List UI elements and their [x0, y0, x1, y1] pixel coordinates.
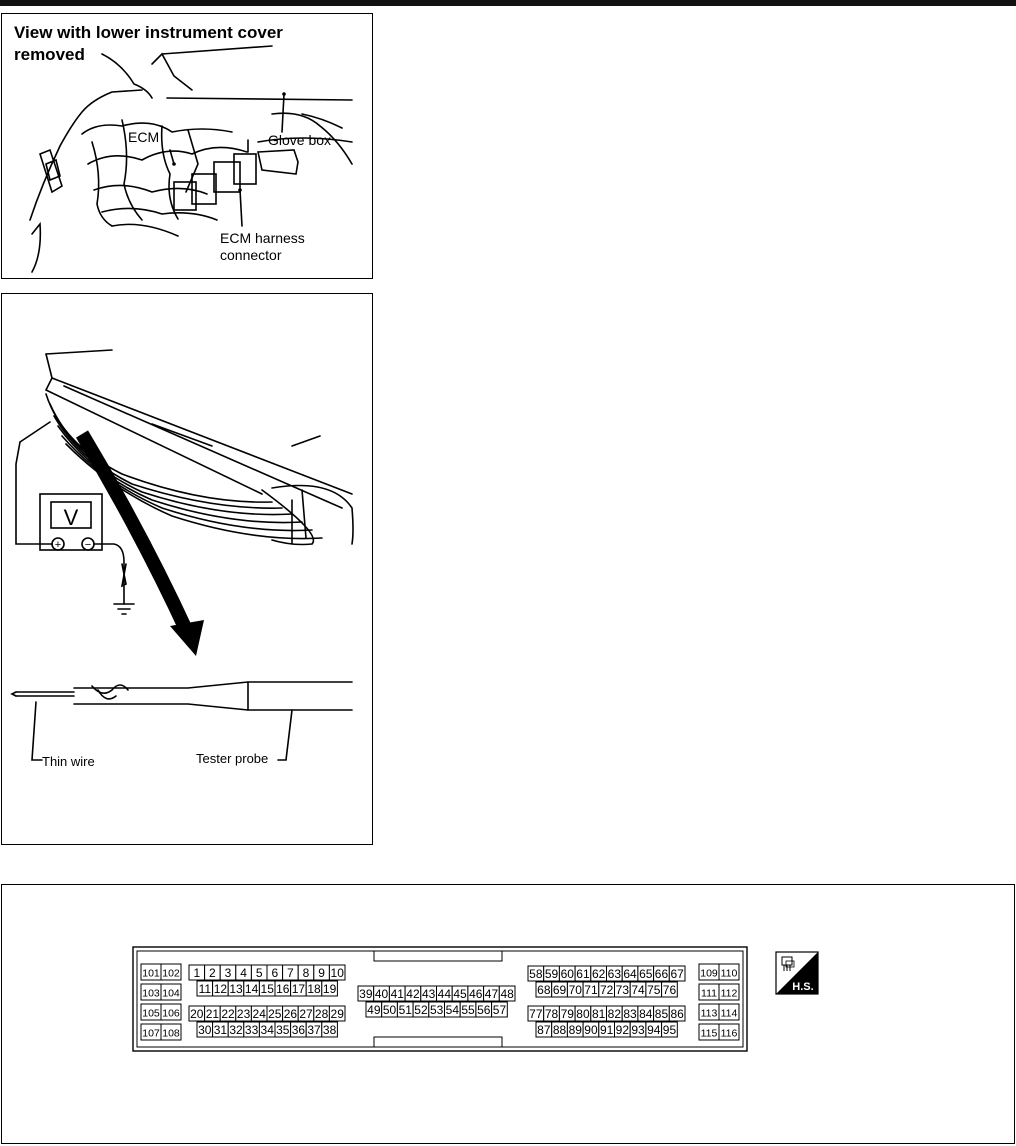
terminal-number: 38: [322, 1023, 337, 1037]
terminal-number: 109: [700, 967, 718, 980]
terminal-number: 70: [568, 983, 582, 997]
terminal-number: 12: [213, 982, 228, 996]
terminal-number: 32: [229, 1023, 243, 1037]
terminal-number: 15: [260, 982, 274, 996]
terminal-number: 81: [591, 1007, 606, 1021]
terminal-number: 53: [429, 1003, 444, 1017]
terminal-number: 92: [615, 1023, 630, 1037]
terminal-number: 72: [599, 983, 614, 997]
minus-terminal-symbol: −: [84, 539, 92, 551]
terminal-number: 112: [720, 987, 738, 1000]
connector-terminal-diagram: [2, 885, 1014, 1143]
terminal-number: 61: [576, 967, 590, 981]
terminal-number: 23: [236, 1007, 251, 1021]
terminal-number: 50: [382, 1003, 397, 1017]
terminal-number: 13: [229, 982, 243, 996]
terminal-number: 95: [662, 1023, 677, 1037]
back-probe-figure: [1, 293, 373, 845]
harness-side-icon: [775, 951, 819, 995]
figure-title: View with lower instrument cover removed: [14, 23, 283, 64]
terminal-number: 48: [500, 987, 514, 1001]
terminal-number: 33: [244, 1023, 259, 1037]
terminal-number: 84: [639, 1007, 653, 1021]
terminal-number: 106: [162, 1007, 180, 1020]
terminal-number: 55: [461, 1003, 475, 1017]
terminal-number: 8: [302, 966, 310, 980]
terminal-number: 18: [307, 982, 321, 996]
terminal-number: 59: [544, 967, 559, 981]
terminal-number: 87: [537, 1023, 551, 1037]
terminal-number: 105: [142, 1007, 160, 1020]
terminal-number: 41: [390, 987, 404, 1001]
terminal-number: 57: [492, 1003, 507, 1017]
terminal-number: 65: [639, 967, 653, 981]
terminal-number: 86: [670, 1007, 684, 1021]
connector-bottom-key: [374, 1037, 502, 1047]
terminal-number: 36: [291, 1023, 306, 1037]
terminal-number: 7: [287, 966, 294, 980]
terminal-number: 73: [615, 983, 630, 997]
terminal-number: 49: [367, 1003, 381, 1017]
terminal-number: 46: [469, 987, 483, 1001]
terminal-number: 16: [276, 982, 290, 996]
terminal-number: 27: [299, 1007, 313, 1021]
terminal-number: 35: [276, 1023, 290, 1037]
terminal-number: 113: [700, 1007, 718, 1020]
terminal-number: 83: [623, 1007, 637, 1021]
terminal-number: 2: [209, 966, 216, 980]
terminal-number: 24: [252, 1007, 266, 1021]
terminal-number: 71: [584, 983, 598, 997]
top-rule: [0, 0, 1016, 6]
terminal-number: 51: [398, 1003, 412, 1017]
terminal-number: 10: [330, 966, 344, 980]
ecm-harness-connector-label: ECM harness connector: [220, 230, 305, 263]
terminal-number: 76: [662, 983, 677, 997]
hs-icon-text: H.S.: [792, 981, 814, 993]
terminal-number: 68: [537, 983, 551, 997]
terminal-number: 101: [142, 967, 160, 980]
terminal-number: 94: [647, 1023, 661, 1037]
terminal-number: 34: [260, 1023, 274, 1037]
terminal-number: 6: [271, 966, 279, 980]
terminal-number: 114: [720, 1007, 738, 1020]
terminal-number: 26: [283, 1007, 298, 1021]
terminal-number: 77: [529, 1007, 543, 1021]
terminal-number: 89: [568, 1023, 582, 1037]
terminal-number: 17: [291, 982, 306, 996]
terminal-number: 103: [142, 987, 160, 1000]
terminal-number: 78: [544, 1007, 559, 1021]
terminal-number: 62: [591, 967, 606, 981]
terminal-number: 28: [314, 1007, 329, 1021]
terminal-number: 69: [552, 983, 567, 997]
terminal-number: 37: [307, 1023, 321, 1037]
terminal-number: 11: [198, 982, 212, 996]
terminal-number: 111: [701, 987, 717, 1000]
terminal-number: 82: [607, 1007, 622, 1021]
terminal-number: 9: [318, 966, 325, 980]
terminal-number: 43: [421, 987, 436, 1001]
terminal-number: 110: [720, 967, 738, 980]
terminal-number: 42: [406, 987, 420, 1001]
terminal-number: 54: [445, 1003, 460, 1017]
tester-probe-label: Tester probe: [196, 751, 269, 766]
ecm-label: ECM: [128, 129, 160, 145]
glove-box-label: Glove box: [268, 132, 332, 148]
terminal-number: 107: [142, 1027, 160, 1040]
terminal-number: 63: [607, 967, 622, 981]
terminal-number: 47: [484, 987, 499, 1001]
terminal-number: 31: [213, 1023, 228, 1037]
terminal-number: 67: [670, 967, 684, 981]
terminal-number: 75: [647, 983, 661, 997]
connector-terminal-figure: [1, 884, 1015, 1144]
terminal-number: 91: [599, 1023, 614, 1037]
terminal-number: 64: [623, 967, 637, 981]
terminal-number: 20: [190, 1007, 204, 1021]
terminal-number: 14: [244, 982, 259, 996]
terminal-number: 3: [224, 966, 232, 980]
terminal-number: 56: [477, 1003, 491, 1017]
terminal-number: 22: [221, 1007, 235, 1021]
plus-terminal-symbol: +: [54, 539, 62, 551]
terminal-number: 74: [631, 983, 645, 997]
terminal-number: 5: [255, 966, 263, 980]
terminal-number: 58: [529, 967, 543, 981]
terminal-number: 45: [453, 987, 467, 1001]
terminal-number: 19: [322, 982, 337, 996]
terminal-number: 40: [374, 987, 389, 1001]
terminal-number: 1: [193, 966, 201, 980]
voltmeter-symbol: V: [63, 505, 79, 530]
terminal-number: 29: [330, 1007, 344, 1021]
terminal-number: 66: [654, 967, 669, 981]
terminal-number: 102: [162, 967, 180, 980]
terminal-number: 39: [359, 987, 373, 1001]
terminal-number: 4: [240, 966, 247, 980]
terminal-number: 104: [162, 987, 180, 1000]
terminal-number: 88: [552, 1023, 567, 1037]
terminal-number: 90: [584, 1023, 598, 1037]
terminal-number: 80: [576, 1007, 590, 1021]
terminal-number: 108: [162, 1027, 180, 1040]
terminal-number: 115: [700, 1027, 718, 1040]
terminal-number: 116: [720, 1027, 738, 1040]
terminal-number: 85: [654, 1007, 669, 1021]
terminal-number: 52: [414, 1003, 428, 1017]
terminal-number: 25: [268, 1007, 282, 1021]
thin-wire-label: Thin wire: [42, 754, 95, 769]
terminal-number: 79: [560, 1007, 574, 1021]
terminal-number: 44: [437, 987, 452, 1001]
connector-top-key: [374, 951, 502, 961]
ecm-location-figure: [1, 13, 373, 279]
terminal-number: 21: [205, 1007, 220, 1021]
terminal-number: 30: [198, 1023, 212, 1037]
terminal-number: 93: [631, 1023, 645, 1037]
terminal-number: 60: [560, 967, 574, 981]
